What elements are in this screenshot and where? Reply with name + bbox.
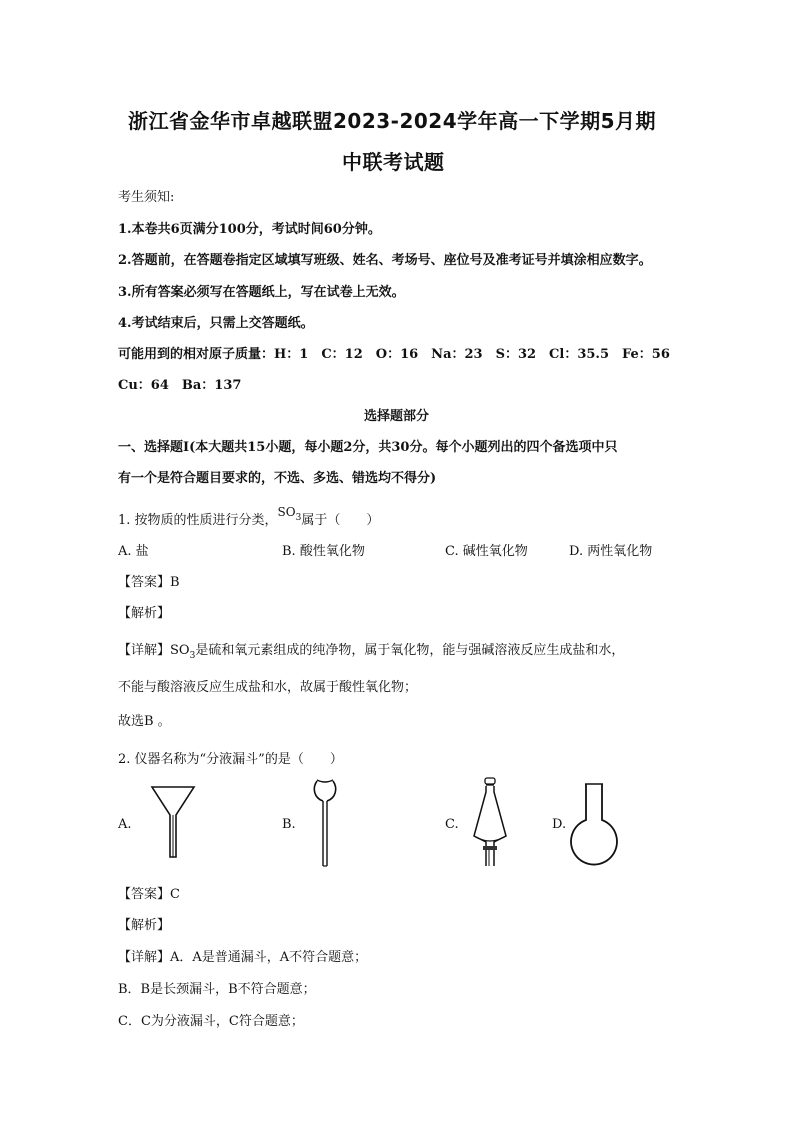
q1-answer: 【答案】B (118, 575, 180, 590)
ordinary-funnel-icon (148, 785, 198, 860)
notice-heading: 考生须知: (118, 190, 175, 205)
section-intro-line2: 有一个是符合题目要求的，不选、多选、错选均不得分) (118, 471, 437, 486)
atomic-mass-line1: 可能用到的相对原子质量：H：1 C：12 O：16 Na：23 S：32 Cl：35.5 Fe：56 (118, 347, 670, 362)
q1-option-d: D. 两性氧化物 (569, 544, 653, 559)
q2-answer: 【答案】C (118, 887, 180, 902)
q2-detail-b: B．B是长颈漏斗，B不符合题意； (118, 982, 316, 997)
q1-detail-formula: $SO_3$ (170, 643, 196, 661)
q1-detail-line2: 不能与酸溶液反应生成盐和水，故属于酸性氧化物； (118, 680, 418, 695)
atomic-mass-line2: Cu：64 Ba：137 (118, 378, 242, 393)
q1-detail-line1: 【详解】$SO_3$是硫和氧元素组成的纯净物，属于氧化物，能与强碱溶液反应生成盐和水， (118, 643, 625, 661)
q2-detail-c: C．C为分液漏斗，C符合题意； (118, 1014, 304, 1029)
q1-option-c: C. 碱性氧化物 (445, 544, 528, 559)
page-title-line2: 中联考试题 (342, 150, 445, 174)
notice-item-3: 3.所有答案必须写在答题纸上，写在试卷上无效。 (118, 285, 405, 300)
section-title: 选择题部分 (364, 409, 430, 424)
q2-option-b: B. (282, 817, 296, 832)
q2-option-d: D. (552, 817, 567, 832)
section-intro-line1: 一、选择题Ⅰ(本大题共15小题，每小题2分，共30分。每个小题列出的四个备选项中只 (118, 440, 618, 455)
round-bottom-flask-icon (568, 782, 620, 864)
q1-formula: $SO_3$ (277, 505, 302, 523)
notice-item-4: 4.考试结束后，只需上交答题纸。 (118, 316, 314, 331)
notice-item-1: 1.本卷共6页满分100分，考试时间60分钟。 (118, 222, 381, 237)
q1-option-a: A. 盐 (118, 544, 149, 559)
q2-analysis: 【解析】 (118, 918, 171, 933)
q2-option-a: A. (118, 817, 132, 832)
q2-option-c: C. (445, 817, 459, 832)
q1-stem-suffix: 属于（ ） (301, 513, 380, 528)
page-title-line1: 浙江省金华市卓越联盟2023-2024学年高一下学期5月期 (128, 109, 657, 133)
notice-item-2: 2.答题前，在答题卷指定区域填写班级、姓名、考场号、座位号及准考证号并填涂相应数字。 (118, 253, 652, 268)
q2-detail-a: 【详解】A．A是普通漏斗，A不符合题意； (118, 950, 368, 965)
separatory-funnel-icon (470, 776, 510, 872)
q1-stem (118, 505, 380, 528)
q1-conclusion: 故选B 。 (118, 714, 171, 729)
q2-stem: 2. 仪器名称为“分液漏斗”的是（ ） (118, 752, 343, 767)
q1-analysis: 【解析】 (118, 606, 171, 621)
long-neck-funnel-icon (310, 778, 340, 870)
q1-stem-prefix: 1. 按物质的性质进行分类， (118, 513, 278, 528)
q1-option-b: B. 酸性氧化物 (282, 544, 365, 559)
